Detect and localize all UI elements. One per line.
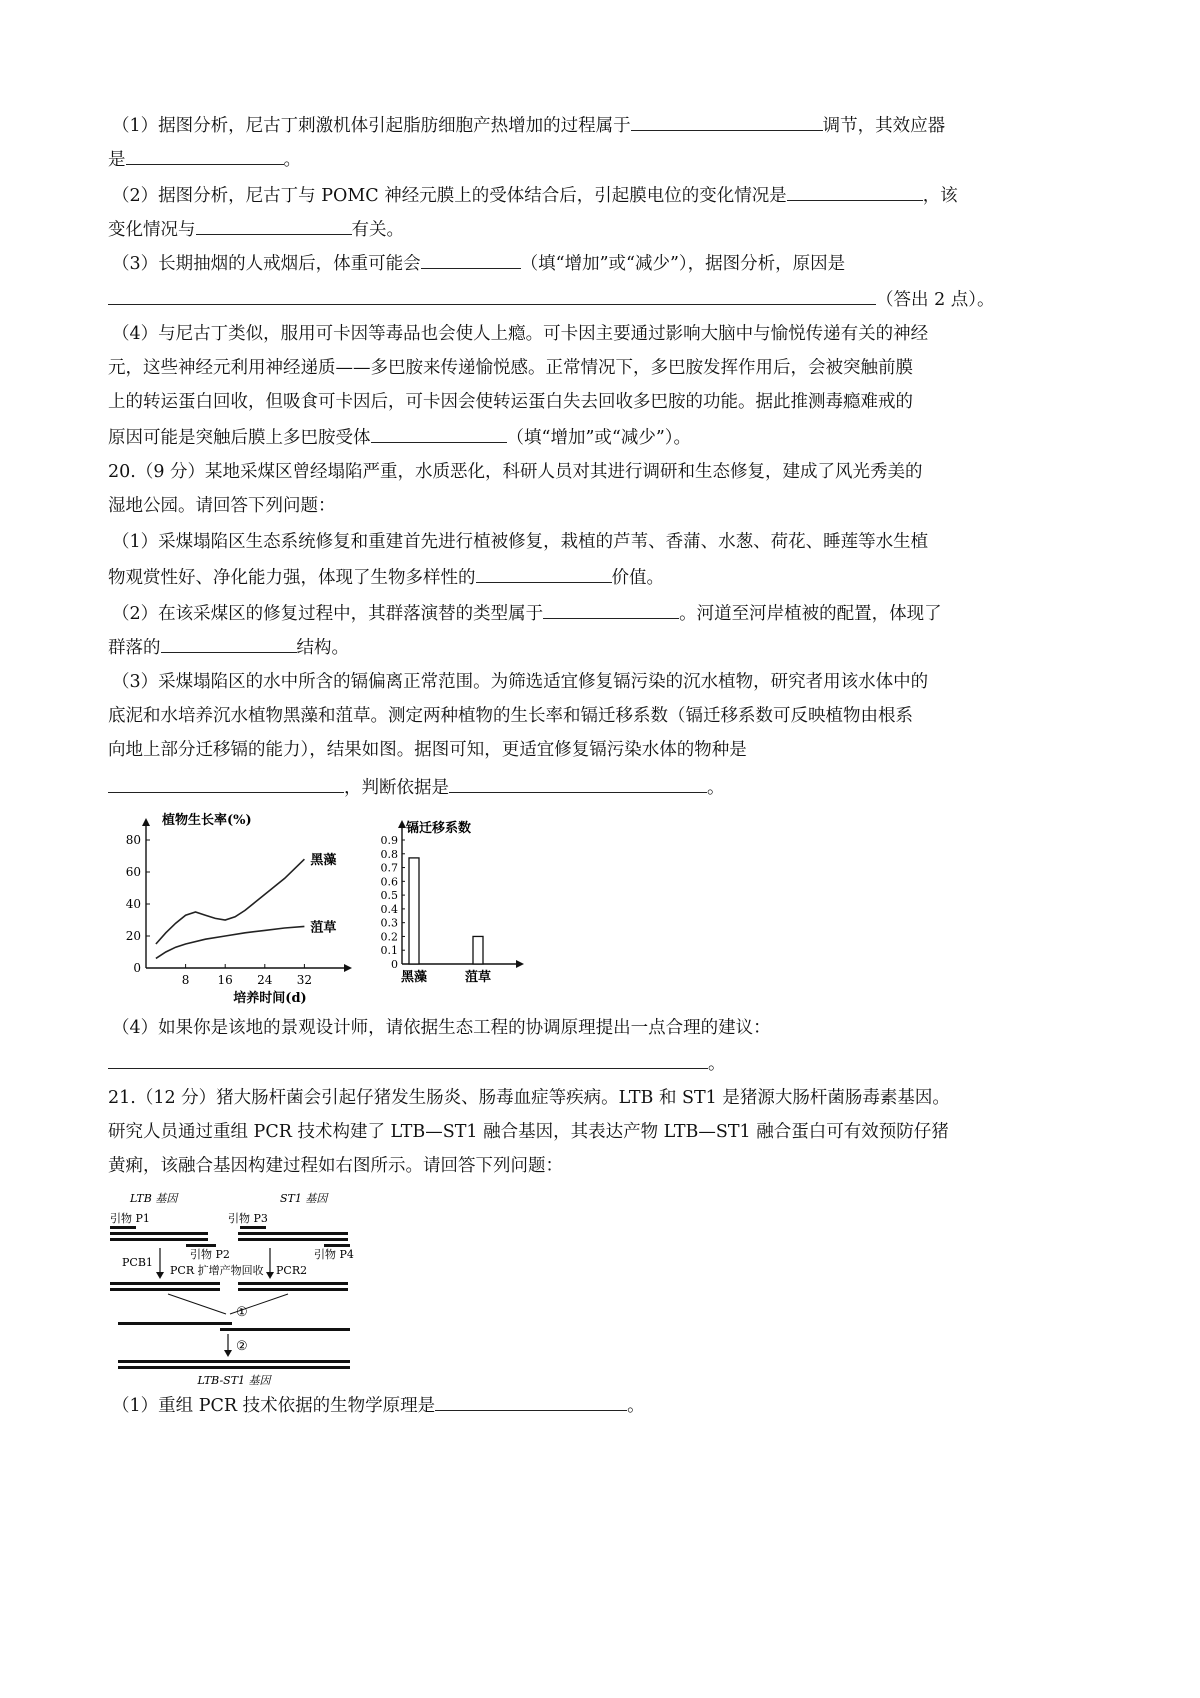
x-tick-label: 24 (257, 973, 273, 987)
chart-bars (401, 858, 491, 985)
answer-blank[interactable] (421, 250, 521, 269)
q21-p1-text-a: （1）重组 PCR 技术依据的生物学原理是 (112, 1396, 436, 1416)
q19-line-1 (112, 112, 945, 138)
step-2-label: ② (236, 1339, 248, 1354)
y-axis-arrow-icon (398, 820, 406, 828)
q19-p2-text-a: （2）据图分析，尼古丁与 POMC 神经元膜上的受体结合后，引起膜电位的变化情况是 (112, 186, 787, 206)
primer-p3-label: 引物 P3 (228, 1212, 268, 1225)
y-tick-label: 0.5 (380, 889, 398, 903)
st1-product-top (238, 1282, 348, 1285)
answer-blank[interactable] (108, 286, 876, 305)
y-axis-arrow-icon (142, 818, 150, 826)
series-label: 菹草 (310, 920, 337, 936)
y-tick-label: 0.2 (380, 930, 398, 944)
q19-p4-line-3: 上的转运蛋白回收，但吸食可卡因后，可卡因会使转运蛋白失去回收多巴胺的功能。据此推测毒瘾难戒的 (108, 392, 913, 412)
y-tick-label: 60 (125, 865, 141, 879)
x-axis-arrow-icon (344, 964, 352, 972)
q20-p2-text-c: 群落的 (108, 638, 161, 658)
q19-line-2 (108, 146, 301, 172)
pcb1-label: PCB1 (122, 1256, 153, 1269)
y-tick-label: 20 (125, 929, 141, 943)
q19-line-6 (108, 286, 995, 312)
series-label: 黑藻 (310, 853, 337, 869)
fusion-strand-top (118, 1360, 350, 1363)
answer-blank[interactable] (787, 182, 923, 201)
y-tick-label: 40 (125, 897, 141, 911)
x-tick-label: 菹草 (464, 970, 492, 985)
fusion-gene-label: LTB-ST1 基因 (197, 1374, 271, 1387)
primer-p3-mark (240, 1226, 266, 1229)
q20-line-6 (108, 634, 349, 660)
q19-p1-text-a: （1）据图分析，尼古丁刺激机体引起脂肪细胞产热增加的过程属于 (112, 116, 631, 136)
q19-p4-text-a: 原因可能是突触后膜上多巴胺受体 (108, 428, 371, 448)
answer-blank[interactable] (449, 774, 707, 793)
y-tick-label: 80 (125, 833, 141, 847)
q20-header-line-2: 湿地公园。请回答下列问题： (108, 496, 336, 516)
y-tick-label: 0.7 (380, 861, 398, 875)
y-tick-label: 0.1 (380, 944, 398, 958)
bar (473, 936, 483, 964)
q20-p3-line-2: 底泥和水培养沉水植物黑藻和菹草。测定两种植物的生长率和镉迁移系数（镉迁移系数可反映植物由根系 (108, 706, 913, 726)
q19-p4-line-1: （4）与尼古丁类似，服用可卡因等毒品也会使人上瘾。可卡因主要通过影响大脑中与愉悦传递有关的神经 (112, 324, 929, 344)
q20-p3-line-3: 向地上部分迁移镉的能力），结果如图。据图可知，更适宜修复镉污染水体的物种是 (108, 740, 747, 760)
q19-p4-text-b: （填“增加”或“减少”）。 (506, 428, 692, 448)
q19-p4-line-2: 元，这些神经元利用神经递质——多巴胺来传递愉悦感。正常情况下，多巴胺发挥作用后，会被突触前膜 (108, 358, 913, 378)
q19-p2-text-c: 变化情况与 (108, 220, 196, 240)
q20-line-10 (108, 774, 725, 800)
primer-p2-label: 引物 P2 (190, 1248, 230, 1261)
st1-strand-bottom (238, 1238, 348, 1241)
bar (409, 858, 419, 964)
q19-line-10 (108, 424, 691, 450)
y-tick-label: 0.8 (380, 847, 398, 861)
q21-line-4 (112, 1392, 645, 1418)
series-line-1 (156, 859, 305, 944)
ltb-product-top (110, 1282, 220, 1285)
y-tick-label: 0 (133, 961, 141, 975)
q20-p4-text-b: 。 (708, 1054, 726, 1074)
series-line-2 (156, 926, 305, 958)
growth-rate-chart (108, 808, 368, 1008)
q20-p2-text-a: （2）在该采煤区的修复过程中，其群落演替的类型属于 (112, 604, 544, 624)
q19-line-5 (112, 250, 845, 276)
y-tick-label: 0.4 (380, 902, 398, 916)
intermediate-strand-top (118, 1322, 232, 1325)
q20-line-4 (108, 564, 664, 590)
q20-p2-text-b: 。河道至河岸植被的配置，体现了 (679, 604, 942, 624)
q20-p3-text-a: ，判断依据是 (344, 778, 449, 798)
answer-blank[interactable] (435, 1392, 627, 1411)
fusion-strand-bottom (118, 1366, 350, 1369)
primer-p2-mark (186, 1244, 216, 1247)
ltb-strand-top (110, 1232, 208, 1235)
answer-blank[interactable] (108, 1050, 708, 1069)
q21-header-line-2: 研究人员通过重组 PCR 技术构建了 LTB—ST1 融合基因，其表达产物 LTB—ST1 融合蛋白可有效预防仔猪 (108, 1122, 949, 1142)
intermediate-strand-bottom (220, 1328, 350, 1331)
q20-line-5 (112, 600, 942, 626)
answer-blank[interactable] (631, 112, 823, 131)
ltb-product-bottom (110, 1288, 220, 1291)
q19-p1-text-b: 调节，其效应器 (822, 116, 946, 136)
chart-ticks (126, 833, 312, 987)
chart-ylabel: 植物生长率(%) (162, 813, 252, 828)
pcb1-arrow-head (156, 1272, 164, 1279)
st1-strand-top (238, 1232, 348, 1235)
pcr-recover-label: PCR 扩增产物回收 (170, 1264, 264, 1277)
q20-p2-text-d: 结构。 (296, 638, 349, 658)
x-tick-label: 16 (217, 973, 233, 987)
q20-header-line-1: 20.（9 分）某地采煤区曾经塌陷严重，水质恶化，科研人员对其进行调研和生态修复，建成了风光秀美的 (108, 462, 923, 482)
q21-header-line-3: 黄痢，该融合基因构建过程如右图所示。请回答下列问题： (108, 1156, 563, 1176)
answer-blank[interactable] (126, 146, 284, 165)
pcr2-label: PCR2 (276, 1264, 308, 1277)
recombinant-pcr-diagram (108, 1188, 368, 1388)
answer-blank[interactable] (161, 634, 297, 653)
primer-p4-mark (324, 1244, 350, 1247)
answer-blank[interactable] (543, 600, 679, 619)
q19-line-3 (112, 182, 958, 208)
q20-p1-text-b: 价值。 (611, 568, 664, 588)
answer-blank[interactable] (476, 564, 612, 583)
x-axis-arrow-icon (516, 960, 524, 968)
primer-p1-label: 引物 P1 (110, 1212, 150, 1225)
merge-line-left (168, 1294, 226, 1314)
y-tick-label: 0.6 (380, 875, 398, 889)
step-2-arrow-head (224, 1350, 232, 1357)
y-tick-label: 0.9 (380, 834, 398, 847)
q19-p3-text-b: （填“增加”或“减少”），据图分析，原因是 (520, 254, 846, 274)
q21-p1-text-b: 。 (627, 1396, 645, 1416)
ltb-gene-title: LTB 基因 (130, 1192, 178, 1205)
x-tick-label: 8 (181, 973, 190, 987)
y-tick-label: 0 (391, 958, 398, 971)
q20-p4-line-1: （4）如果你是该地的景观设计师，请依据生态工程的协调原理提出一点合理的建议： (112, 1018, 771, 1038)
q20-line-13 (108, 1050, 726, 1076)
q19-p2-text-d: 有关。 (351, 220, 404, 240)
q19-line-4 (108, 216, 404, 242)
q19-p3-text-a: （3）长期抽烟的人戒烟后，体重可能会 (112, 254, 421, 274)
chart-ylabel: 镉迁移系数 (406, 821, 472, 836)
cadmium-migration-chart (368, 812, 548, 988)
st1-product-bottom (238, 1288, 348, 1291)
answer-blank[interactable] (108, 774, 344, 793)
chart-xlabel: 培养时间(d) (233, 991, 307, 1006)
q19-p1-text-c: 是 (108, 150, 126, 170)
q19-p3-text-c: （答出 2 点）。 (876, 290, 995, 310)
q20-p3-line-1: （3）采煤塌陷区的水中所含的镉偏离正常范围。为筛选适宜修复镉污染的沉水植物，研究者用该水体中的 (112, 672, 929, 692)
ltb-strand-bottom (110, 1238, 208, 1241)
q20-p3-text-b: 。 (707, 778, 725, 798)
answer-blank[interactable] (371, 424, 507, 443)
q20-p1-text-a: 物观赏性好、净化能力强，体现了生物多样性的 (108, 568, 476, 588)
x-tick-label: 32 (296, 973, 313, 987)
q19-p1-text-d: 。 (283, 150, 301, 170)
chart-lines (156, 852, 337, 958)
x-tick-label: 黑藻 (400, 970, 428, 985)
q19-p2-text-b: ，该 (922, 186, 958, 206)
st1-gene-title: ST1 基因 (280, 1192, 328, 1205)
q20-p1-line-1: （1）采煤塌陷区生态系统修复和重建首先进行植被修复，栽植的芦苇、香蒲、水葱、荷花、睡莲等水生植 (112, 532, 929, 552)
q21-header-line-1: 21.（12 分）猪大肠杆菌会引起仔猪发生肠炎、肠毒血症等疾病。LTB 和 ST1 是猪源大肠杆菌肠毒素基因。 (108, 1088, 950, 1108)
y-tick-label: 0.3 (380, 916, 398, 930)
answer-blank[interactable] (196, 216, 352, 235)
step-1-label: ① (236, 1305, 248, 1320)
primer-p4-label: 引物 P4 (314, 1248, 354, 1261)
pcr2-arrow-head (266, 1272, 274, 1279)
primer-p1-mark (110, 1226, 136, 1229)
